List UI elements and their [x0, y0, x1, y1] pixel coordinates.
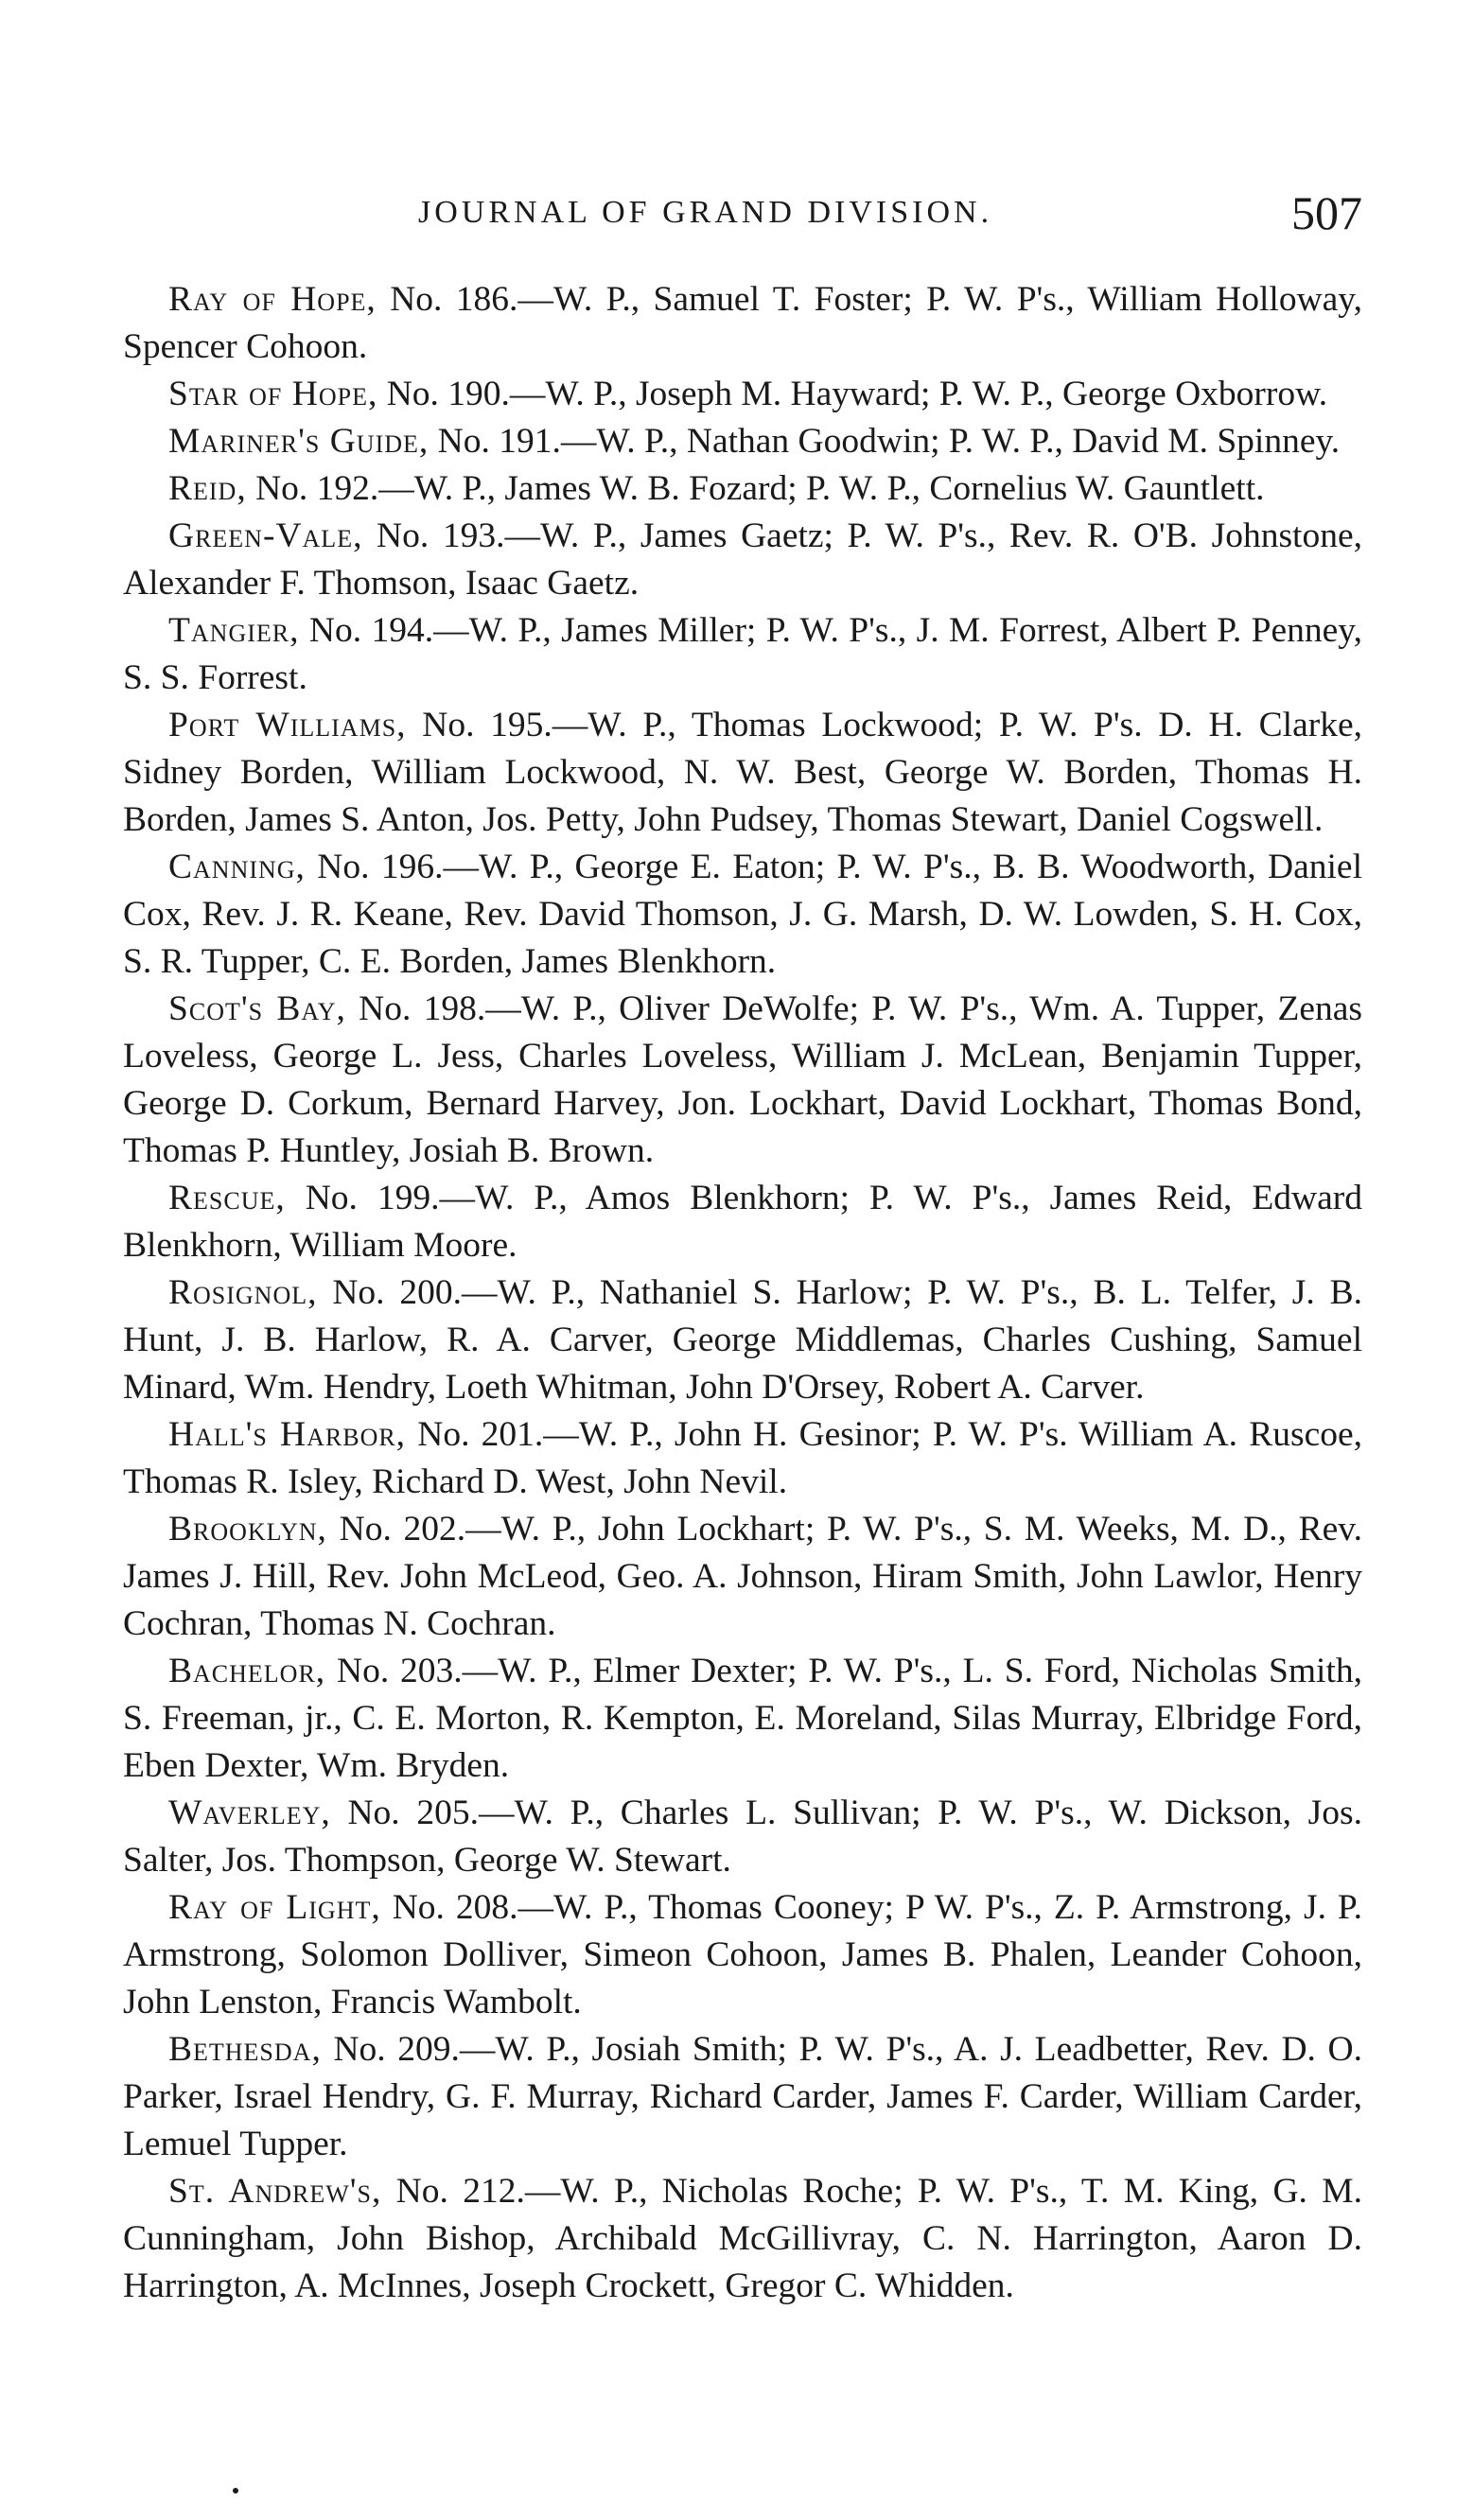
lodge-entries	[123, 276, 1362, 2310]
lodge-name: Scot's Bay,	[168, 989, 346, 1028]
lodge-details: No. 198.—W. P., Oliver DeWolfe; P. W. P's., Wm. A. Tupper, Zenas Loveless, George L. Jess, Charles Loveless, William J. McLean, Benjamin Tupper, George D. Corkum, Bernard Harvey, Jon. Lockhart, David Lockhart, Thomas Bond, Thomas P. Huntley, Josiah B. Brown.	[123, 989, 1362, 1170]
lodge-name: Ray of Hope,	[168, 280, 377, 319]
running-head	[123, 185, 1362, 242]
lodge-name: Rescue,	[168, 1179, 286, 1217]
lodge-details: No. 196.—W. P., George E. Eaton; P. W. P's., B. B. Woodworth, Daniel Cox, Rev. J. R. Keane, Rev. David Thomson, J. G. Marsh, D. W. Lowden, S. H. Cox, S. R. Tupper, C. E. Borden, James Blenkhorn.	[123, 848, 1362, 981]
lodge-details: No. 201.—W. P., John H. Gesinor; P. W. P's. William A. Ruscoe, Thomas R. Isley, Richard D. West, John Nevil.	[123, 1415, 1362, 1501]
lodge-entry	[123, 1411, 1362, 1506]
lodge-details: No. 202.—W. P., John Lockhart; P. W. P's., S. M. Weeks, M. D., Rev. James J. Hill, Rev. John McLeod, Geo. A. Johnson, Hiram Smith, John Lawlor, Henry Cochran, Thomas N. Cochran.	[123, 1510, 1362, 1643]
lodge-details: No. 209.—W. P., Josiah Smith; P. W. P's., A. J. Leadbetter, Rev. D. O. Parker, Israel Hendry, G. F. Murray, Richard Carder, James F. Carder, William Carder, Lemuel Tupper.	[123, 2030, 1362, 2163]
lodge-entry	[123, 986, 1362, 1175]
lodge-entry	[123, 844, 1362, 986]
lodge-entry	[123, 1269, 1362, 1411]
page-number: 507	[1291, 186, 1362, 239]
lodge-details: No. 194.—W. P., James Miller; P. W. P's., J. M. Forrest, Albert P. Penney, S. S. Forrest.	[123, 611, 1362, 697]
lodge-entry	[123, 465, 1362, 513]
lodge-name: Mariner's Guide,	[168, 422, 430, 461]
lodge-name: Bachelor,	[168, 1652, 326, 1690]
lodge-name: Port Williams,	[168, 706, 407, 744]
lodge-entry	[123, 1790, 1362, 1884]
lodge-entry	[123, 2168, 1362, 2310]
lodge-entry	[123, 276, 1362, 371]
lodge-details: No. 212.—W. P., Nicholas Roche; P. W. P's., T. M. King, G. M. Cunningham, John Bishop, Archibald McGillivray, C. N. Harrington, Aaron D. Harrington, A. McInnes, Joseph Crockett, Gregor C. Whidden.	[123, 2172, 1362, 2305]
lodge-entry	[123, 1648, 1362, 1790]
lodge-details: No. 205.—W. P., Charles L. Sullivan; P. W. P's., W. Dickson, Jos. Salter, Jos. Thompson, George W. Stewart.	[123, 1794, 1362, 1880]
lodge-name: Canning,	[168, 848, 306, 886]
lodge-entry	[123, 1175, 1362, 1269]
lodge-details: No. 192.—W. P., James W. B. Fozard; P. W. P., Cornelius W. Gauntlett.	[246, 469, 1265, 508]
lodge-entry	[123, 371, 1362, 418]
lodge-name: Brooklyn,	[168, 1510, 327, 1549]
lodge-details: No. 191.—W. P., Nathan Goodwin; P. W. P., David M. Spinney.	[429, 422, 1341, 461]
lodge-entry	[123, 513, 1362, 607]
lodge-details: No. 208.—W. P., Thomas Cooney; P W. P's., Z. P. Armstrong, J. P. Armstrong, Solomon Dolliver, Simeon Cohoon, James B. Phalen, Leander Cohoon, John Lenston, Francis Wambolt.	[123, 1888, 1362, 2021]
lodge-details: No. 190.—W. P., Joseph M. Hayward; P. W. P., George Oxborrow.	[377, 375, 1328, 413]
ink-speck	[233, 2488, 238, 2494]
lodge-details: No. 203.—W. P., Elmer Dexter; P. W. P's., L. S. Ford, Nicholas Smith, S. Freeman, jr., C. E. Morton, R. Kempton, E. Moreland, Silas Murray, Elbridge Ford, Eben Dexter, Wm. Bryden.	[123, 1652, 1362, 1785]
lodge-name: Green-Vale,	[168, 516, 363, 555]
lodge-name: Waverley,	[168, 1794, 331, 1832]
lodge-entry	[123, 418, 1362, 465]
lodge-details: No. 195.—W. P., Thomas Lockwood; P. W. P's. D. H. Clarke, Sidney Borden, William Lockwood, N. W. Best, George W. Borden, Thomas H. Borden, James S. Anton, Jos. Petty, John Pudsey, Thomas Stewart, Daniel Cogswell.	[123, 706, 1363, 839]
lodge-entry	[123, 2026, 1362, 2168]
lodge-name: Rosignol,	[168, 1273, 318, 1312]
lodge-entry	[123, 607, 1362, 702]
lodge-name: Bethesda,	[168, 2030, 322, 2069]
lodge-name: Hall's Harbor,	[168, 1415, 407, 1454]
lodge-details: No. 186.—W. P., Samuel T. Foster; P. W. P's., William Holloway, Spencer Cohoon.	[123, 280, 1362, 366]
lodge-name: Reid,	[168, 469, 247, 508]
lodge-entry	[123, 1506, 1362, 1648]
lodge-name: Tangier,	[168, 611, 300, 650]
lodge-entry	[123, 1884, 1362, 2026]
lodge-details: No. 200.—W. P., Nathaniel S. Harlow; P. W. P's., B. L. Telfer, J. B. Hunt, J. B. Harlow, R. A. Carver, George Middlemas, Charles Cushing, Samuel Minard, Wm. Hendry, Loeth Whitman, John D'Orsey, Robert A. Carver.	[123, 1273, 1362, 1407]
lodge-details: No. 193.—W. P., James Gaetz; P. W. P's., Rev. R. O'B. Johnstone, Alexander F. Thomson, Isaac Gaetz.	[123, 516, 1362, 603]
lodge-name: Star of Hope,	[168, 375, 378, 413]
lodge-details: No. 199.—W. P., Amos Blenkhorn; P. W. P's., James Reid, Edward Blenkhorn, William Moore.	[123, 1179, 1362, 1265]
lodge-entry	[123, 702, 1362, 844]
running-title: JOURNAL OF GRAND DIVISION.	[418, 195, 993, 230]
lodge-name: Ray of Light,	[168, 1888, 381, 1927]
lodge-name: St. Andrew's,	[168, 2172, 382, 2211]
